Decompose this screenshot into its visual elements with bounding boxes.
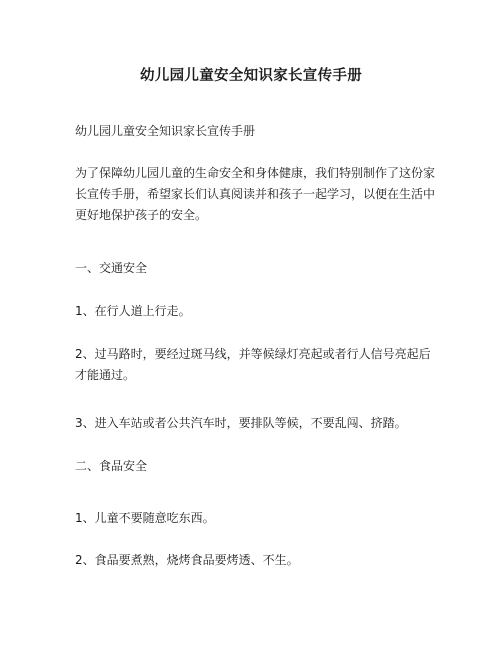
- traffic-item-2: 2、过马路时，要经过斑马线，并等候绿灯亮起或者行人信号亮起后才能通过。: [75, 347, 431, 382]
- traffic-item-1: 1、在行人道上行走。: [75, 304, 191, 318]
- section-heading-food: 二、食品安全: [75, 459, 148, 473]
- section-heading-traffic: 一、交通安全: [75, 261, 148, 275]
- food-item-1: 1、儿童不要随意吃东西。: [75, 511, 215, 525]
- traffic-item-3: 3、进入车站或者公共汽车时，要排队等候，不要乱闯、挤踏。: [75, 416, 407, 430]
- intro-paragraph: 为了保障幼儿园儿童的生命安全和身体健康，我们特别制作了这份家长宣传手册，希望家长们认真阅读并和孩子一起学习，以便在生活中更好地保护孩子的安全。: [75, 166, 436, 222]
- document-subtitle: 幼儿园儿童安全知识家长宣传手册: [75, 124, 256, 138]
- document-title: 幼儿园儿童安全知识家长宣传手册: [140, 68, 362, 84]
- food-item-2: 2、食品要煮熟，烧烤食品要烤透、不生。: [75, 553, 299, 567]
